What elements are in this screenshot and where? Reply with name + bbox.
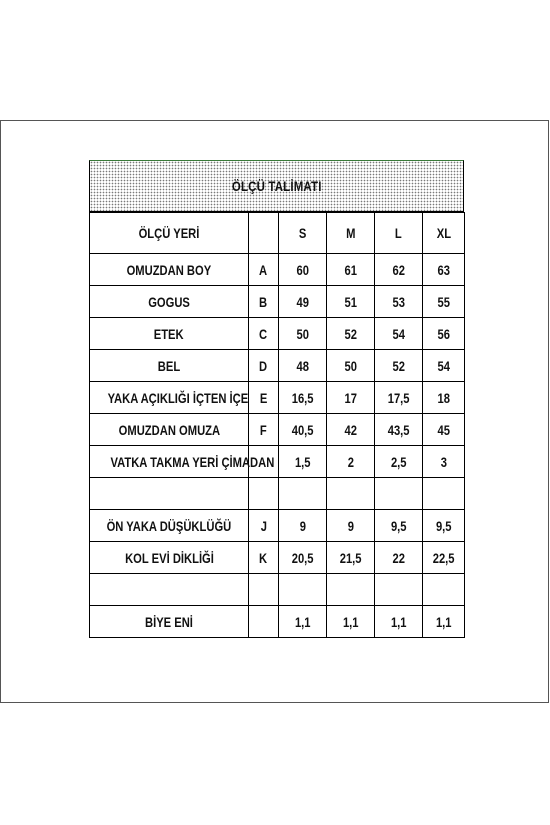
measure-value-cell — [327, 542, 375, 574]
measure-value-cell-text: 17,5 — [387, 389, 410, 406]
measure-value-cell-text: 1,1 — [390, 613, 407, 630]
header-label: ÖLÇÜ YERİ — [138, 225, 200, 241]
header-size-xl — [423, 213, 465, 254]
measure-value-cell-text: 42 — [344, 421, 357, 438]
measure-value-cell-text: 45 — [437, 421, 450, 438]
measure-label-cell-text: OMUZDAN BOY — [126, 261, 212, 278]
measure-value-cell-text: 17 — [344, 389, 357, 406]
measure-value-cell — [375, 318, 423, 350]
table-row — [90, 574, 465, 606]
measure-value-cell-text: 1,5 — [294, 453, 311, 470]
measure-code-cell — [249, 318, 279, 350]
measure-value-cell — [279, 318, 327, 350]
measure-label-cell — [90, 318, 249, 350]
table-row — [90, 382, 465, 414]
measure-value-cell — [423, 446, 465, 478]
measure-value-cell-text: 40,5 — [291, 421, 314, 438]
measure-code-cell — [249, 382, 279, 414]
measure-value-cell — [375, 510, 423, 542]
measure-value-cell — [279, 382, 327, 414]
measure-code-cell — [249, 414, 279, 446]
size-label: L — [395, 225, 402, 241]
measure-value-cell — [327, 286, 375, 318]
measure-value-cell-text: 51 — [344, 293, 357, 310]
measure-code-cell-text: A — [259, 261, 268, 278]
chart-title-cell — [89, 160, 464, 212]
measure-code-cell — [249, 606, 279, 638]
measure-label-cell-text: BİYE ENİ — [145, 613, 193, 630]
measure-code-cell-text: J — [260, 517, 267, 534]
measure-value-cell-text: 22 — [392, 549, 405, 566]
measure-value-cell-text: 21,5 — [339, 549, 362, 566]
table-row — [90, 478, 465, 510]
measure-value-cell-text: 48 — [296, 357, 309, 374]
measure-value-cell-text: 52 — [392, 357, 405, 374]
measure-value-cell — [375, 414, 423, 446]
measure-value-cell-text: 3 — [440, 453, 447, 470]
measure-value-cell — [375, 478, 423, 510]
measure-value-cell — [423, 350, 465, 382]
measure-value-cell — [279, 350, 327, 382]
measure-value-cell-text: 43,5 — [387, 421, 410, 438]
measure-value-cell-text: 1,1 — [435, 613, 452, 630]
measure-value-cell — [375, 382, 423, 414]
measure-value-cell-text: 54 — [437, 357, 450, 374]
measure-code-cell — [249, 542, 279, 574]
measure-value-cell-text: 9,5 — [390, 517, 407, 534]
measure-value-cell-text: 22,5 — [432, 549, 455, 566]
table-row — [90, 414, 465, 446]
measure-code-cell-text: B — [259, 293, 268, 310]
measure-value-cell — [375, 574, 423, 606]
measure-value-cell — [327, 350, 375, 382]
measure-value-cell — [327, 606, 375, 638]
measure-label-cell-text: ÖN YAKA DÜŞÜKLÜĞÜ — [106, 517, 232, 534]
measure-value-cell-text: 52 — [344, 325, 357, 342]
measure-value-cell — [327, 510, 375, 542]
measure-value-cell-text: 1,1 — [294, 613, 311, 630]
measure-code-cell — [249, 574, 279, 606]
table-row — [90, 254, 465, 286]
measure-value-cell-text: 1,1 — [342, 613, 359, 630]
measure-label-cell — [90, 542, 249, 574]
table-row — [90, 350, 465, 382]
size-label: S — [298, 225, 307, 241]
measure-code-cell — [249, 286, 279, 318]
measure-value-cell — [375, 606, 423, 638]
measure-value-cell — [327, 254, 375, 286]
measure-value-cell — [327, 382, 375, 414]
header-label-cell — [90, 213, 249, 254]
measure-value-cell — [327, 446, 375, 478]
measure-label-cell-text: ETEK — [154, 325, 184, 342]
size-chart-sheet — [89, 160, 464, 638]
measure-code-cell — [249, 350, 279, 382]
measure-value-cell — [375, 286, 423, 318]
measure-value-cell — [327, 478, 375, 510]
measure-value-cell-text: 50 — [296, 325, 309, 342]
measure-code-cell — [249, 254, 279, 286]
measure-value-cell-text: 49 — [296, 293, 309, 310]
measure-label-cell — [90, 510, 249, 542]
measure-code-cell-text: K — [259, 549, 268, 566]
size-label: XL — [436, 225, 451, 241]
header-code-cell — [249, 213, 279, 254]
measure-label-cell-text: OMUZDAN OMUZA — [118, 421, 220, 438]
header-size-l — [375, 213, 423, 254]
measure-value-cell-text: 60 — [296, 261, 309, 278]
measure-value-cell — [375, 350, 423, 382]
measure-value-cell-text: 55 — [437, 293, 450, 310]
measure-value-cell-text: 20,5 — [291, 549, 314, 566]
measure-code-cell — [249, 510, 279, 542]
table-row — [90, 318, 465, 350]
measure-value-cell-text: 63 — [437, 261, 450, 278]
measure-value-cell — [375, 542, 423, 574]
measure-value-cell — [279, 254, 327, 286]
measure-value-cell — [279, 446, 327, 478]
table-row — [90, 286, 465, 318]
size-label: M — [345, 225, 356, 241]
measure-value-cell — [423, 574, 465, 606]
measure-label-cell-text: VATKA TAKMA YERİ ÇİMADAN — [110, 453, 275, 470]
measure-value-cell-text: 61 — [344, 261, 357, 278]
measure-value-cell — [423, 542, 465, 574]
measure-value-cell-text: 62 — [392, 261, 405, 278]
measure-value-cell — [375, 254, 423, 286]
measure-value-cell — [423, 510, 465, 542]
measure-label-cell — [90, 254, 249, 286]
measure-code-cell — [249, 478, 279, 510]
measure-value-cell-text: 16,5 — [291, 389, 314, 406]
chart-title: ÖLÇÜ TALİMATI — [231, 178, 322, 194]
measure-value-cell-text: 53 — [392, 293, 405, 310]
measure-code-cell-text: F — [260, 421, 267, 438]
measure-value-cell-text: 2,5 — [390, 453, 407, 470]
measure-value-cell — [327, 318, 375, 350]
measure-value-cell-text: 54 — [392, 325, 405, 342]
measure-value-cell — [327, 414, 375, 446]
measure-value-cell — [327, 574, 375, 606]
measure-label-cell — [90, 606, 249, 638]
measure-label-cell — [90, 414, 249, 446]
measure-value-cell-text: 9,5 — [435, 517, 452, 534]
measure-value-cell — [279, 286, 327, 318]
table-row — [90, 606, 465, 638]
measure-value-cell — [423, 286, 465, 318]
measure-value-cell — [423, 254, 465, 286]
measure-label-cell — [90, 382, 249, 414]
measure-value-cell — [423, 318, 465, 350]
measure-label-cell-text: GOGUS — [148, 293, 190, 310]
measure-label-cell-text: BEL — [157, 357, 181, 374]
measure-label-cell — [90, 478, 249, 510]
measure-value-cell — [279, 574, 327, 606]
measure-code-cell-text: D — [259, 357, 268, 374]
measure-label-cell — [90, 574, 249, 606]
measure-code-cell-text: C — [259, 325, 268, 342]
measure-value-cell — [279, 606, 327, 638]
measure-label-cell — [90, 350, 249, 382]
measure-label-cell — [90, 446, 275, 478]
table-header-row — [90, 213, 465, 254]
measure-value-cell — [423, 414, 465, 446]
table-row — [90, 510, 465, 542]
table-row — [90, 446, 465, 478]
measure-value-cell — [279, 414, 327, 446]
measure-value-cell — [423, 606, 465, 638]
measure-label-cell — [90, 286, 249, 318]
measure-value-cell — [279, 478, 327, 510]
measure-value-cell-text: 9 — [299, 517, 306, 534]
header-size-s — [279, 213, 327, 254]
measure-value-cell — [279, 542, 327, 574]
measure-label-cell-text: KOL EVİ DİKLİĞİ — [124, 549, 214, 566]
measure-code-cell-text: E — [259, 389, 268, 406]
measure-value-cell-text: 56 — [437, 325, 450, 342]
measure-value-cell — [423, 478, 465, 510]
measure-value-cell — [279, 510, 327, 542]
measure-value-cell-text: 18 — [437, 389, 450, 406]
size-chart-table — [89, 212, 465, 638]
measure-value-cell-text: 9 — [347, 517, 354, 534]
measure-value-cell-text: 2 — [347, 453, 354, 470]
measure-value-cell — [375, 446, 423, 478]
measure-label-cell-text: YAKA AÇIKLIĞI İÇTEN İÇE — [107, 389, 249, 406]
header-size-m — [327, 213, 375, 254]
measure-value-cell — [423, 382, 465, 414]
measure-value-cell-text: 50 — [344, 357, 357, 374]
table-row — [90, 542, 465, 574]
